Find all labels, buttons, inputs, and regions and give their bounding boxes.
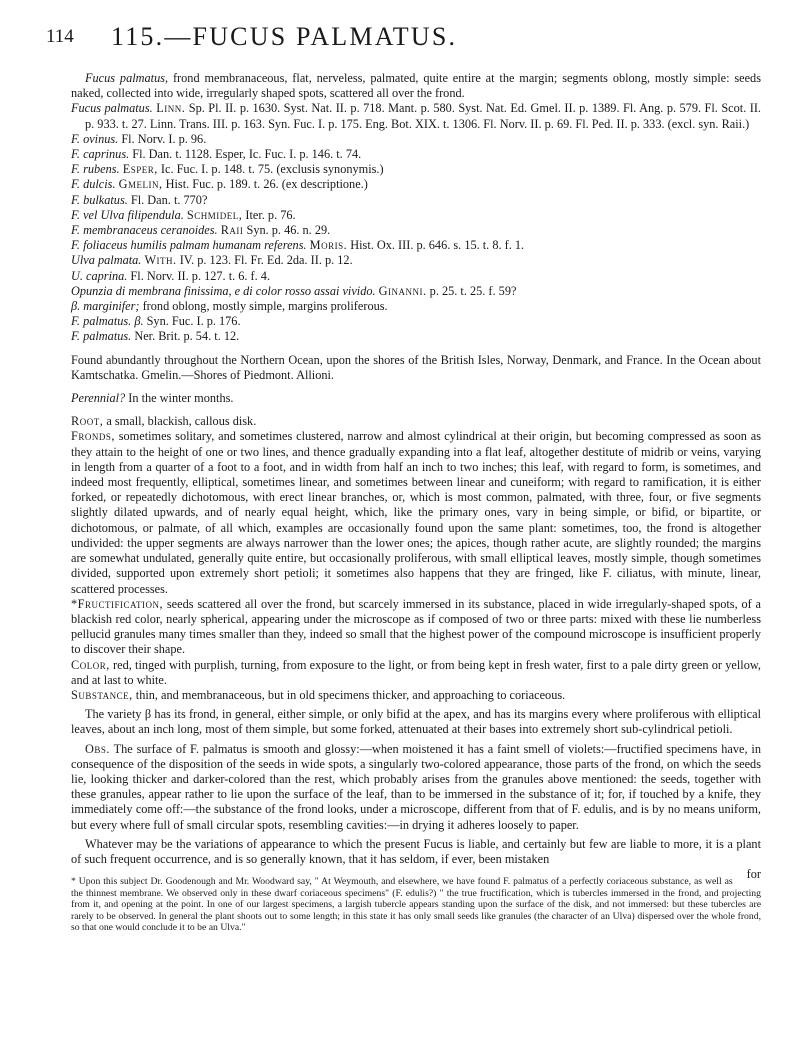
synonym-entry: F. rubens. Esper, Ic. Fuc. I. p. 148. t. 75. (exclusis synonymis.) <box>71 162 384 177</box>
fructification-section: *Fructification, seeds scattered all over the frond, but scarcely immersed in its substance, placed in wide irregularly-shaped spots, of a blackish red color, nearly spherical, appearing under the microscope as if composed of two or three parts: mixed with these lie numberless pellucid granules many times smaller than they, indeed so small that the highest power of the compound microscope is insufficient properly to discover their shape. <box>71 596 761 657</box>
page-title: 115.—FUCUS PALMATUS. <box>111 22 458 51</box>
fronds-section: Fronds, sometimes solitary, and sometimes clustered, narrow and almost cylindrical at their origin, but becoming compressed as soon as they attain to the height of one or two lines, and thence gradually expanding into a flat leaf, altogether destitute of midrib or veins, varying in length from a quarter of a foot to a foot, and in width from half an inch to two inches; this leaf, with regard to form, is sometimes, and indeed most frequently, elliptical, sometimes linear, and sometimes between linear and cuneiform; with regard to ramification, it is either forked, or repeatedly dichotomous, with erect linear branches, or, which is most common, palmated, with three, four, or five segments slightly dilated upwards, and of nearly equal height, which, like the primary ones, vary in being simple, or bifid, or bipartite, or dichotomous, or palmate, of all which, examples are occasionally found upon the same plant: sometimes, too, the frond is altogether undivided: the upper segments are always narrower than the lower ones; the apices, though rather acute, are slightly rounded; the margins are somewhat undulated, generally quite entire, but occasionally proliferous, with small elliptical leaves, mostly simple, though sometimes divided, supported upon extremely short petioli; it sometimes also happens that they are fringed, like F. ciliatus, with minute, linear, scattered processes. <box>71 429 761 596</box>
page-header <box>46 20 758 54</box>
catchword: for <box>746 867 761 882</box>
color-section: Color, red, tinged with purplish, turning, from exposure to the light, or from being kept in fresh water, first to a pale dirty green or yellow, and at last to white. <box>71 657 761 687</box>
synonym-entry: F. dulcis. Gmelin, Hist. Fuc. p. 189. t. 26. (ex descriptione.) <box>71 177 368 192</box>
synonym-entry: F. membranaceus ceranoides. Raii Syn. p. 46. n. 29. <box>71 223 331 238</box>
synonym-entry: F. palmatus. β. Syn. Fuc. I. p. 176. <box>71 314 241 329</box>
substance-section: Substance, thin, and membranaceous, but in old specimens thicker, and approaching to coriaceous. <box>71 687 566 702</box>
closing-paragraph: Whatever may be the variations of appearance to which the present Fucus is liable, and certainly but few are liable to more, it is a plant of such frequent occurrence, and is so generally known, that it has seldom, if ever, been mistaken for <box>71 836 761 882</box>
footnote: * Upon this subject Dr. Goodenough and Mr. Woodward say, " At Weymouth, and elsewhere, we have found F. palmatus of a perfectly coriaceous substance, as well as the thinnest membrane. We observed only in these dwarf coriaceous specimens" (F. edulis?) " the true fructification, which is tubercles immersed in the frond, and projecting from it, and opening at the point. In one of our largest specimens, a largish tubercle appears standing upon the surface of the disk, and not immersed: but these tubercles are rarely to be observed. In general the plant shoots out to some length; in this state it has only small seeds like granules (the character of an Ulva) dispersed over the whole frond, so that one would conclude it to be an Ulva." <box>71 876 761 934</box>
habitat-paragraph: Found abundantly throughout the Northern Ocean, upon the shores of the British Isles, Norway, Denmark, and France. In the Ocean about Kamtschatka. Gmelin.—Shores of Piedmont. Allioni. <box>71 352 761 382</box>
observations-paragraph: Obs. The surface of F. palmatus is smooth and glossy:—when moistened it has a faint smell of violets:—fructified specimens have, in consequence of the disposition of the seeds in wide spots, a singularly two-colored appearance, those parts of the frond, on which the seeds lie, looking thicker and darker-colored than the rest, which probably arises from the granules above mentioned: the seeds, together with these granules, appear rather to lie upon the surface of the leaf, than to be immersed in the substance of it; for, if touched by a knife, they immediately come off:—the substance of the frond looks, under a microscope, different from that of F. edulis, and is by no means uniform, but every where full of small circular spots, resembling cavities:—in drying it adheres loosely to paper. <box>71 741 761 832</box>
synonym-entry: F. foliaceus humilis palmam humanam referens. Moris. Hist. Ox. III. p. 646. s. 15. t. 8. f. 1. <box>71 238 525 253</box>
synonym-entry: F. bulkatus. Fl. Dan. t. 770? <box>71 192 208 207</box>
synonym-entry: F. caprinus. Fl. Dan. t. 1128. Esper, Ic. Fuc. I. p. 146. t. 74. <box>71 147 362 162</box>
perennial-note: Perennial? In the winter months. <box>71 391 234 406</box>
synonym-entry: F. palmatus. Ner. Brit. p. 54. t. 12. <box>71 329 240 344</box>
synonym-entry: Ulva palmata. With. IV. p. 123. Fl. Fr. Ed. 2da. II. p. 12. <box>71 253 353 268</box>
species-name: Fucus palmatus, <box>85 71 169 85</box>
synonym-entry: Opunzia di membrana finissima, e di color rosso assai vivido. Ginanni. p. 25. t. 25. f. 59? <box>71 283 517 298</box>
species-description: Fucus palmatus, frond membranaceous, flat, nerveless, palmated, quite entire at the margin; segments oblong, mostly simple: seeds naked, collected into wide, irregularly shaped spots, scattered all over the frond. <box>71 71 761 101</box>
synonym-entry: F. ovinus. Fl. Norv. I. p. 96. <box>71 131 207 146</box>
synonym-entry: Fucus palmatus. Linn. Sp. Pl. II. p. 1630. Syst. Nat. II. p. 718. Mant. p. 580. Syst. Nat. Ed. Gmel. II. p. 1389. Fl. Ang. p. 579. Fl. Scot. II. p. 933. t. 27. Linn. Trans. III. p. 163. Syn. Fuc. I. p. 175. Eng. Bot. XIX. t. 1306. Fl. Norv. II. p. 69. Fl. Ped. II. p. 333. (excl. syn. Raii.) <box>71 101 762 131</box>
synonymy-list <box>71 101 761 344</box>
page-body <box>71 71 761 934</box>
synonym-entry: U. caprina. Fl. Norv. II. p. 127. t. 6. f. 4. <box>71 268 271 283</box>
synonym-entry: β. marginifer; frond oblong, mostly simple, margins proliferous. <box>71 299 388 314</box>
variety-paragraph: The variety β has its frond, in general, either simple, or only bifid at the apex, and has its margins every where proliferous with elliptical leaves, about an inch long, most of them simple, but some forked, attenuated at their bases into extremely short sub-cylindrical petioli. <box>71 707 761 737</box>
page-number: 114 <box>46 26 74 47</box>
root-section: Root, a small, blackish, callous disk. <box>71 414 257 429</box>
synonym-entry: F. vel Ulva filipendula. Schmidel, Iter. p. 76. <box>71 207 296 222</box>
